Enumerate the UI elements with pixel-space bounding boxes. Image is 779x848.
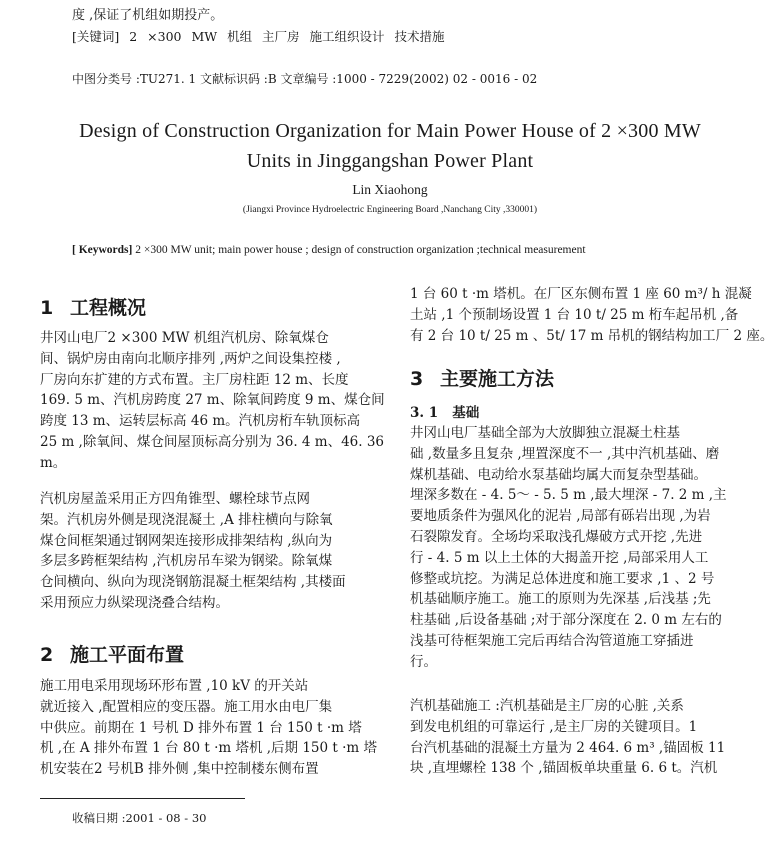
text-line: 机基础顺序施工。施工的原则为先深基 ,后浅基 ;先: [410, 591, 711, 608]
text-line: 行 - 4. 5 m 以上土体的大揭盖开挖 ,局部采用人工: [410, 549, 709, 566]
author-affiliation: (Jiangxi Province Hydroelectric Engineering Board ,Nanchang City ,330001): [242, 205, 538, 215]
section-2-paragraph-1: [40, 676, 382, 780]
text-line: 汽机房屋盖采用正方四角锥型、螺栓球节点网: [40, 491, 310, 507]
section-3-paragraph-2: [410, 696, 752, 779]
keywords-english-text: 2 ×300 MW unit; main power house ; design of construction organization ;technical measurement: [132, 244, 586, 256]
section-2-number: 2: [40, 644, 54, 666]
text-line: 机安装在2 号机B 排外侧 ,集中控制楼东侧布置: [40, 761, 319, 778]
text-line: m。: [40, 454, 67, 471]
text-line: 多层多跨框架结构 ,汽机房吊车梁为钢梁。除氧煤: [40, 553, 333, 570]
keywords-chinese: [关键词] 2 ×300 MW 机组 主厂房 施工组织设计 技术措施: [72, 29, 445, 44]
section-3-title: 主要施工方法: [440, 368, 555, 390]
text-line: 行。: [410, 653, 437, 670]
footnote-divider: [40, 798, 245, 799]
text-line: 机 ,在 A 排外布置 1 台 80 t ·m 塔机 ,后期 150 t ·m 塔: [40, 740, 377, 757]
text-line: 汽机基础施工 :汽机基础是主厂房的心脏 ,关系: [410, 698, 684, 714]
section-1-paragraph-2: [40, 489, 382, 614]
section-3-heading: [410, 364, 554, 391]
keywords-english: [72, 244, 586, 256]
text-line: 仓间横向、纵向为现浇钢筋混凝土框架结构 ,其楼面: [40, 574, 346, 591]
text-line: 厂房向东扩建的方式布置。主厂房柱距 12 m、长度: [40, 371, 349, 388]
text-line: 修整或坑挖。为满足总体进度和施工要求 ,1 、2 号: [410, 570, 715, 587]
section-2-paragraph-continued: [410, 284, 774, 346]
text-line: 台汽机基础的混凝土方量为 2 464. 6 m³ ,锚固板 11: [410, 739, 726, 756]
text-line: 煤仓间框架通过钢网架连接形成排架结构 ,纵向为: [40, 532, 333, 549]
section-3-number: 3: [410, 368, 424, 390]
text-line: 要地质条件为强风化的泥岩 ,局部有砾岩出现 ,为岩: [410, 508, 711, 525]
text-line: 169. 5 m、汽机房跨度 27 m、除氧间跨度 9 m、煤仓间: [40, 392, 385, 409]
text-line: 25 m ,除氧间、煤仓间屋顶标高分别为 36. 4 m、46. 36: [40, 433, 385, 450]
classification-line: 中图分类号 :TU271. 1 文献标识码 :B 文章编号 :1000 - 7229(2002) 02 - 0016 - 02: [72, 72, 538, 86]
section-2-title: 施工平面布置: [70, 644, 185, 666]
text-line: 就近接入 ,配置相应的变压器。施工用水由电厂集: [40, 698, 333, 715]
section-1-number: 1: [40, 297, 54, 319]
text-line: 柱基础 ,后设备基础 ;对于部分深度在 2. 0 m 左右的: [410, 612, 722, 629]
english-title-line-1: Design of Construction Organization for Main Power House of 2 ×300 MW: [79, 120, 701, 142]
text-line: 跨度 13 m、运转层标高 46 m。汽机房桁车轨顶标高: [40, 413, 361, 430]
text-line: 架。汽机房外侧是现浇混凝土 ,A 排柱横向与除氧: [40, 511, 333, 528]
text-line: 埋深多数在 - 4. 5～ - 5. 5 m ,最大埋深 - 7. 2 m ,主: [410, 487, 727, 504]
text-line: 石裂隙发育。全场均采取浅孔爆破方式开挖 ,先进: [410, 528, 703, 545]
text-line: 间、锅炉房由南向北顺序排列 ,两炉之间设集控楼 ,: [40, 350, 341, 367]
text-line: 井冈山电厂基础全部为大放脚独立混凝土柱基: [410, 425, 680, 441]
section-1-paragraph-1: [40, 328, 385, 474]
section-1-heading: [40, 293, 146, 320]
subsection-3-1-title: 基础: [452, 405, 480, 421]
text-line: 土站 ,1 个预制场设置 1 台 10 t/ 25 m 桁车起吊机 ,备: [410, 306, 739, 323]
text-line: 础 ,数量多且复杂 ,埋置深度不一 ,其中汽机基础、磨: [410, 445, 720, 462]
text-line: 采用预应力纵梁现浇叠合结构。: [40, 594, 229, 611]
previous-text-fragment: 度 ,保证了机组如期投产。: [72, 8, 224, 23]
keywords-english-label: [ Keywords]: [72, 244, 133, 256]
text-line: 施工用电采用现场环形布置 ,10 kV 的开关站: [40, 678, 309, 694]
text-line: 块 ,直埋螺栓 138 个 ,锚固板单块重量 6. 6 t。汽机: [410, 760, 718, 777]
author-name: Lin Xiaohong: [352, 182, 428, 197]
english-title-line-2: Units in Jinggangshan Power Plant: [246, 150, 534, 172]
subsection-3-1-number: 3. 1: [410, 405, 439, 421]
text-line: 井冈山电厂2 ×300 MW 机组汽机房、除氧煤仓: [40, 330, 329, 346]
text-line: 有 2 台 10 t/ 25 m 、5t/ 17 m 吊机的钢结构加工厂 2 座。: [410, 327, 774, 344]
text-line: 到发电机组的可靠运行 ,是主厂房的关键项目。1: [410, 718, 698, 735]
received-date: 收稿日期 :2001 - 08 - 30: [72, 811, 207, 825]
text-line: 煤机基础、电动给水泵基础均属大而复杂型基础。: [410, 466, 707, 483]
text-line: 浅基可待框架施工完后再结合沟管道施工穿插进: [410, 632, 694, 649]
text-line: 1 台 60 t ·m 塔机。在厂区东侧布置 1 座 60 m³/ h 混凝: [410, 286, 752, 302]
text-line: 中供应。前期在 1 号机 D 排外布置 1 台 150 t ·m 塔: [40, 719, 362, 736]
subsection-3-1-heading: [410, 401, 479, 421]
section-1-title: 工程概况: [70, 297, 147, 319]
section-2-heading: [40, 640, 184, 667]
section-3-paragraph-1: [410, 423, 752, 673]
